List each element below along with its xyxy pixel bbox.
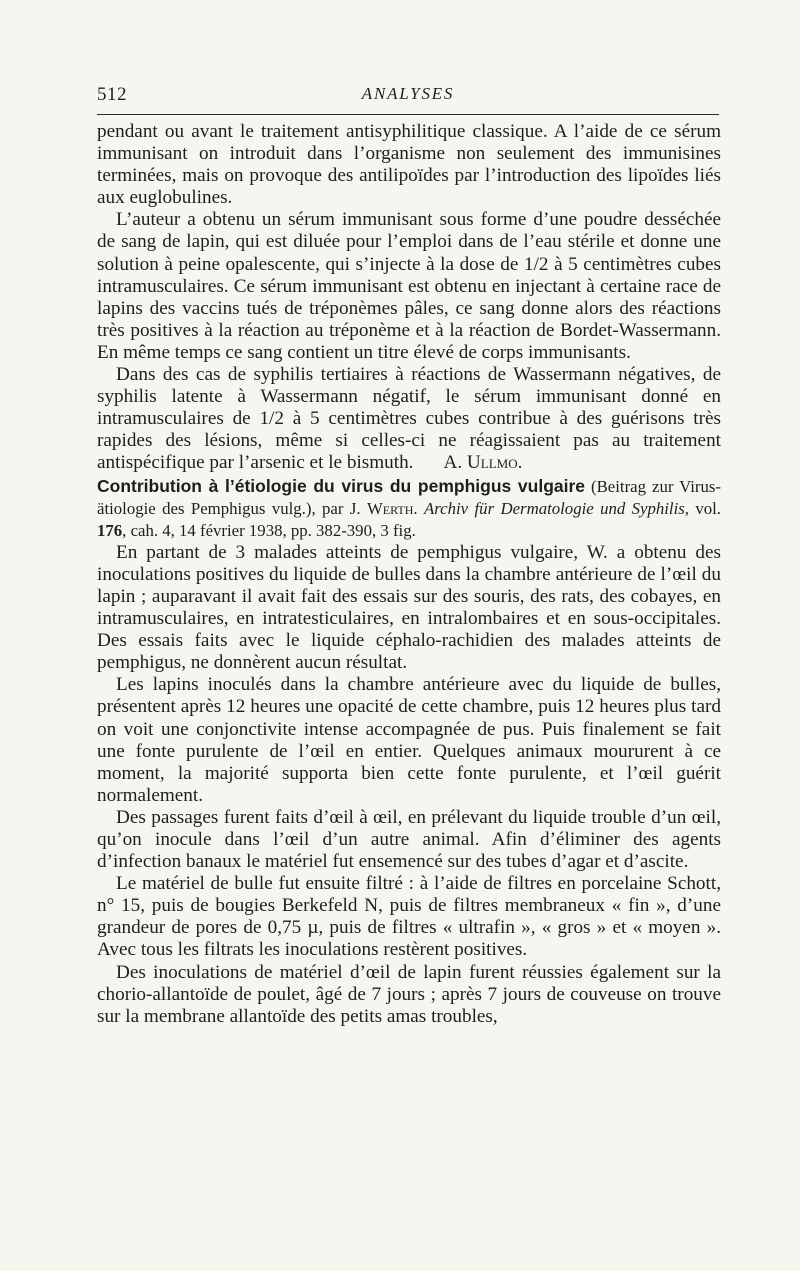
article-volume: 176 bbox=[97, 520, 123, 540]
article-title: Contribution à l’étiologie du virus du pemphigus vulgaire bbox=[97, 475, 586, 496]
running-head bbox=[97, 84, 719, 108]
article-journal: Archiv für Dermatologie und Syphilis bbox=[424, 498, 685, 518]
paragraph-3-text: Dans des cas de syphilis tertiaires à réactions de Wassermann négatives, de syphilis latente à Wassermann négatif, le sérum immunisant donné en intramusculaires de 1/2 à 5 centimètres cubes contribue à des guérisons très rapides des lésions, même si celles-ci ne réagissaient pas au traitement antispécifique par l’arsenic et le bismuth. bbox=[97, 364, 721, 474]
signature: A. Ullmo. bbox=[443, 452, 523, 474]
paragraph-3 bbox=[97, 364, 721, 474]
paragraph-2: L’auteur a obtenu un sérum immunisant sous forme d’une poudre desséchée de sang de lapin, qui est diluée pour l’emploi dans de l’eau stérile et donne une solution à peine opalescente, qui s’injecte à la dose de 1/2 à 5 centimètres cubes intramusculaires. Ce sérum immunisant est obtenu en injectant à certaine race de lapins des vaccins tués de tréponèmes pâles, ce sang donne alors des réactions très positives à la réaction au tréponème et à la réaction de Bordet-Wassermann. En même temps ce sang contient un titre élevé de corps immunisants. bbox=[97, 209, 721, 363]
paragraph-7: Le matériel de bulle fut ensuite filtré : à l’aide de filtres en porcelaine Schott, n° 15, puis de bougies Berkefeld N, puis de filtres membraneux « fin », d’une grandeur de pores de 0,75 µ, puis de filtres « ultrafin », « gros » et « moyen ». Avec tous les filtrats les inoculations restèrent positives. bbox=[97, 873, 721, 961]
paragraph-5: Les lapins inoculés dans la chambre antérieure avec du liquide de bulles, présentent après 12 heures une opacité de cette chambre, puis 12 heures plus tard on voit une conjonctivite intense accompagnée de pus. Puis finalement se fait une fonte purulente de l’œil en entier. Quelques animaux moururent à ce moment, la majorité supporta bien cette fonte purulente, et l’œil guérit normalement. bbox=[97, 674, 721, 806]
article-ref-mid: . bbox=[413, 498, 425, 518]
article-entry bbox=[97, 475, 721, 542]
article-ref-open: (Beitrag zur Virusätiologie des Pemphigus vulg.), par J. bbox=[97, 476, 721, 518]
article-ref-tail: , cah. 4, 14 février 1938, pp. 382-390, 3 fig. bbox=[122, 520, 416, 540]
paragraph-4: En partant de 3 malades atteints de pemphigus vulgaire, W. a obtenu des inoculations positives du liquide de bulles dans la chambre antérieure de l’œil du lapin ; auparavant il avait fait des essais sur des souris, des rats, des cobayes, en intramusculaires, en intratesticulaires, en intralombaires et en sous-occipitales. Des essais faits avec le liquide céphalo-rachidien des malades atteints de pemphigus, ne donnèrent aucun résultat. bbox=[97, 541, 721, 674]
paragraph-6: Des passages furent faits d’œil à œil, en prélevant du liquide trouble d’un œil, qu’on inocule dans l’œil d’un autre animal. Afin d’éliminer des agents d’infection banaux le matériel fut ensemencé sur des tubes d’agar et d’ascite. bbox=[97, 806, 721, 873]
paragraph-8: Des inoculations de matériel d’œil de lapin furent réussies également sur la chorio-allantoïde de poulet, âgé de 7 jours ; après 7 jours de couveuse on trouve sur la membrane allantoïde des petits amas troubles, bbox=[97, 961, 721, 1027]
body-text bbox=[97, 121, 721, 1028]
paragraph-1: pendant ou avant le traitement antisyphilitique classique. A l’aide de ce sérum immunisant on introduit dans l’organisme non seulement des immunisines terminées, mais on provoque des antilipoïdes par l’introduction des lipoïdes liés aux euglobulines. bbox=[97, 121, 721, 209]
header-rule bbox=[97, 114, 719, 115]
running-title: ANALYSES bbox=[361, 84, 455, 103]
article-ref-vol: , vol. bbox=[684, 498, 722, 518]
article-author: Werth bbox=[366, 498, 414, 518]
page-number: 512 bbox=[97, 84, 127, 105]
